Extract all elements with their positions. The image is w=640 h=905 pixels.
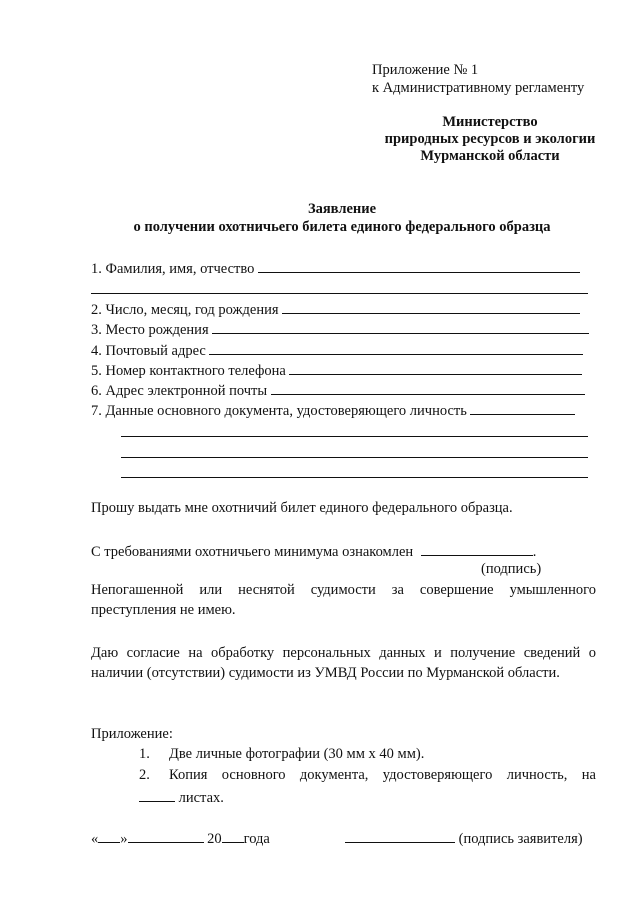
ministry-line-3: Мурманской области — [420, 148, 560, 164]
conviction-line-2: преступления не имею. — [91, 602, 236, 618]
identity-document-line-2[interactable] — [121, 457, 588, 458]
consent-line-2: наличии (отсутствии) судимости из УМВД России по Мурманской области. — [91, 665, 560, 681]
field-label: 3. Место рождения — [91, 322, 209, 338]
appendix-reference: к Административному регламенту — [372, 80, 585, 96]
field-label: 7. Данные основного документа, удостоверяющего личность — [91, 403, 467, 419]
input-line[interactable] — [209, 341, 583, 355]
date-field — [91, 829, 270, 848]
field-label: 6. Адрес электронной почты — [91, 383, 268, 399]
field-phone — [91, 361, 582, 380]
signature-hint: (подпись) — [481, 561, 542, 577]
ministry-line-2: природных ресурсов и экологии — [384, 131, 596, 147]
identity-document-line-1[interactable] — [121, 436, 588, 437]
identity-document-line-3[interactable] — [121, 477, 588, 478]
applicant-signature-label: (подпись заявителя) — [458, 831, 583, 847]
hunting-minimum-statement: С требованиями охотничьего минимума ознакомлен . — [91, 544, 537, 560]
signature-line[interactable] — [421, 542, 533, 556]
field-label: 1. Фамилия, имя, отчество — [91, 261, 255, 277]
field-label: 4. Почтовый адрес — [91, 343, 206, 359]
pages-text: листах. — [178, 790, 224, 806]
field-label: 5. Номер контактного телефона — [91, 363, 286, 379]
input-line[interactable] — [212, 320, 589, 334]
applicant-signature — [345, 829, 583, 848]
input-line[interactable] — [258, 259, 580, 273]
attachment-item-2-text: Копия основного документа, удостоверяющего личность, на — [169, 767, 596, 783]
attachment-item-2-number: 2. — [139, 767, 150, 783]
appendix-number: Приложение № 1 — [372, 62, 479, 78]
page-count-line[interactable] — [139, 788, 175, 802]
month-line[interactable] — [128, 829, 204, 843]
field-label: 2. Число, месяц, год рождения — [91, 302, 279, 318]
date-open-quote: « — [91, 831, 99, 847]
ministry-name — [340, 114, 640, 165]
input-line[interactable] — [289, 361, 582, 375]
date-close-quote: » — [120, 831, 128, 847]
field-full-name — [91, 259, 580, 278]
consent-line-1: Даю согласие на обработку персональных данных и получение сведений о — [91, 645, 596, 661]
year-line[interactable] — [222, 829, 244, 843]
applicant-signature-line[interactable] — [345, 829, 455, 843]
field-birth-place — [91, 320, 589, 339]
day-line[interactable] — [98, 829, 120, 843]
request-text: Прошу выдать мне охотничий билет единого федерального образца. — [91, 500, 513, 516]
document-title: Заявление — [307, 201, 377, 217]
year-suffix: года — [243, 831, 270, 847]
input-line[interactable] — [470, 401, 575, 415]
attachments-heading: Приложение: — [91, 726, 173, 742]
attachment-item-1-number: 1. — [139, 746, 150, 762]
minimum-text: С требованиями охотничьего минимума ознакомлен — [91, 544, 414, 560]
year-prefix: 20 — [207, 831, 222, 847]
field-identity-document — [91, 401, 575, 420]
input-line[interactable] — [271, 381, 585, 395]
field-birth-date — [91, 300, 580, 319]
field-email — [91, 381, 585, 400]
document-subtitle: о получении охотничьего билета единого федерального образца — [133, 219, 551, 235]
input-line[interactable] — [282, 300, 580, 314]
attachment-item-2-pages — [139, 788, 224, 807]
field-postal-address — [91, 341, 583, 360]
conviction-line-1: Непогашенной или неснятой судимости за совершение умышленного — [91, 582, 596, 598]
attachment-item-1-text: Две личные фотографии (30 мм х 40 мм). — [169, 746, 425, 762]
ministry-line-1: Министерство — [442, 114, 538, 130]
input-line-continuation[interactable] — [91, 293, 588, 294]
